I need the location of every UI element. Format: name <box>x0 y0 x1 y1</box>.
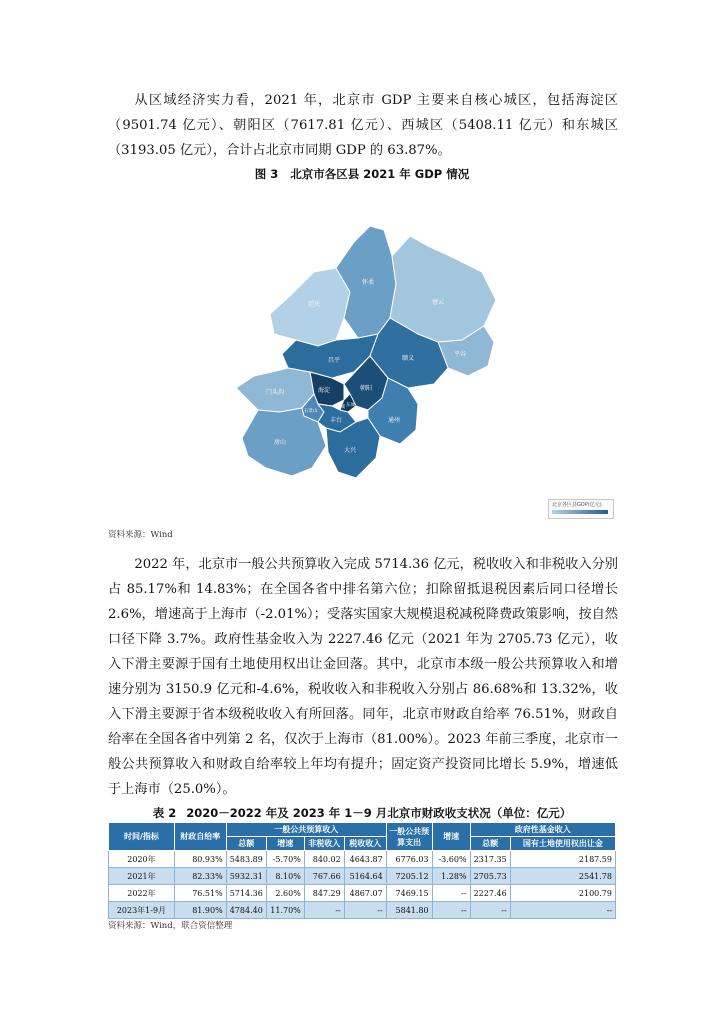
label-pinggu: 平谷 <box>454 351 467 358</box>
cell: 4867.07 <box>344 885 386 902</box>
label-yanqing: 延庆 <box>308 301 321 308</box>
cell: 2100.79 <box>510 885 615 902</box>
cell: -3.60% <box>432 851 470 868</box>
label-daxing: 大兴 <box>344 447 357 454</box>
map-legend <box>548 499 614 519</box>
legend-color-bar <box>552 510 608 514</box>
cell: 4784.40 <box>226 902 266 919</box>
cell: -- <box>470 902 510 919</box>
header-land-transfer: 国有土地使用权出让金 <box>510 837 615 851</box>
header-general-expenditure: 一般公共预算支出 <box>386 823 432 851</box>
label-shijingshan: 石景山 <box>304 409 318 414</box>
cell: 11.70% <box>266 902 304 919</box>
cell: 2022年 <box>109 885 175 902</box>
body-paragraph: 2022 年，北京市一般公共预算收入完成 5714.36 亿元，税收收入和非税收入分别占 85.17%和 14.83%；在全国各省中排名第六位；扣除留抵退税因素后同口径增长 2.6%，增速高于上海市（-2.01%）；受落实国家大规模退税减税降费政策影响，按自然口径下降 3.7%。政府性基金收入为 2227.46 亿元（2021 年为 2705.73 亿元），收入下滑主要源于国有土地使用权出让金回落。其中，北京市本级一般公共预算收入和增速分别为 3150.9 亿元和-4.6%，税收收入和非税收入分别占 86.68%和 13.32%，收入下滑主要源于省本级税收收入有所回落。同年，北京市财政自给率 76.51%，财政自给率在全国各省中列第 2 名，仅次于上海市（81.00%）。2023 年前三季度，北京市一般公共预算收入和财政自给率较上年均有提升；固定资产投资同比增长 5.9%，增速低于上海市（25.0%）。 <box>108 557 618 797</box>
cell: 2705.73 <box>470 868 510 885</box>
cell: 7469.15 <box>386 885 432 902</box>
cell: -- <box>510 902 615 919</box>
label-xicheng: 西城 <box>336 405 345 410</box>
table-number: 表 2 <box>152 806 177 820</box>
table-row <box>109 868 616 885</box>
figure-title-text: 北京市各区县 2021 年 GDP 情况 <box>290 167 470 181</box>
cell: 767.66 <box>304 868 344 885</box>
cell: 81.90% <box>174 902 226 919</box>
cell: 5714.36 <box>226 885 266 902</box>
cell: 5164.64 <box>344 868 386 885</box>
cell: -- <box>432 885 470 902</box>
cell: 5483.89 <box>226 851 266 868</box>
label-fangshan: 房山 <box>274 439 287 446</box>
cell: 5841.80 <box>386 902 432 919</box>
legend-label: 北京各区县GDP(亿元) <box>552 502 602 508</box>
figure-title <box>0 166 724 182</box>
cell: 2.60% <box>266 885 304 902</box>
cell: 7205.12 <box>386 868 432 885</box>
header-growth-rate: 增速 <box>266 837 304 851</box>
cell: 2541.78 <box>510 868 615 885</box>
table-source: 资料来源：Wind，联合资信整理 <box>108 921 233 931</box>
intro-paragraph: 从区域经济实力看，2021 年，北京市 GDP 主要来自核心城区，包括海淀区（9501.74 亿元）、朝阳区（7617.81 亿元）、西城区（5408.11 亿元）和东城区（3193.05 亿元），合计占北京市同期 GDP 的 63.87%。 <box>108 93 618 158</box>
label-fengtai: 丰台 <box>330 417 343 424</box>
label-dongcheng: 东城 <box>346 403 355 408</box>
header-growth: 增速 <box>432 823 470 851</box>
cell: 847.29 <box>304 885 344 902</box>
cell: 1.28% <box>432 868 470 885</box>
label-haidian: 海淀 <box>318 387 331 394</box>
header-tax: 税收收入 <box>344 837 386 851</box>
district-miyun <box>390 236 496 342</box>
header-total: 总额 <box>226 837 266 851</box>
cell: 840.02 <box>304 851 344 868</box>
cell: -- <box>304 902 344 919</box>
cell: -- <box>344 902 386 919</box>
label-changping: 昌平 <box>328 357 341 364</box>
label-chaoyang: 朝阳 <box>360 385 373 392</box>
header-fund-total: 总额 <box>470 837 510 851</box>
fiscal-table <box>108 822 616 919</box>
cell: 2187.59 <box>510 851 615 868</box>
header-period: 时间/指标 <box>109 823 175 851</box>
table-row <box>109 885 616 902</box>
label-mentougou: 门头沟 <box>266 389 285 396</box>
figure-number: 图 3 <box>254 167 279 181</box>
figure-source: 资料来源：Wind <box>108 530 173 540</box>
label-shunyi: 顺义 <box>402 355 415 362</box>
cell: 82.33% <box>174 868 226 885</box>
cell: 2021年 <box>109 868 175 885</box>
cell: -5.70% <box>266 851 304 868</box>
label-huairou: 怀柔 <box>362 279 375 286</box>
table-row <box>109 902 616 919</box>
header-general-budget: 一般公共预算收入 <box>226 823 386 837</box>
cell: 2023年1-9月 <box>109 902 175 919</box>
table-row <box>109 851 616 868</box>
cell: 6776.03 <box>386 851 432 868</box>
beijing-district-map <box>232 222 522 494</box>
cell: 76.51% <box>174 885 226 902</box>
cell: 2227.46 <box>470 885 510 902</box>
label-tongzhou: 通州 <box>388 417 401 424</box>
cell: 4643.87 <box>344 851 386 868</box>
cell: 80.93% <box>174 851 226 868</box>
cell: 2020年 <box>109 851 175 868</box>
header-self-sufficiency: 财政自给率 <box>174 823 226 851</box>
header-fund-income: 政府性基金收入 <box>470 823 615 837</box>
header-non-tax: 非税收入 <box>304 837 344 851</box>
cell: 5932.31 <box>226 868 266 885</box>
label-miyun: 密云 <box>432 299 445 306</box>
table-title-text: 2020－2022 年及 2023 年 1－9 月北京市财政收支状况（单位：亿元） <box>186 806 572 820</box>
table-title <box>0 805 724 821</box>
cell: 2317.35 <box>470 851 510 868</box>
cell: -- <box>432 902 470 919</box>
cell: 8.10% <box>266 868 304 885</box>
